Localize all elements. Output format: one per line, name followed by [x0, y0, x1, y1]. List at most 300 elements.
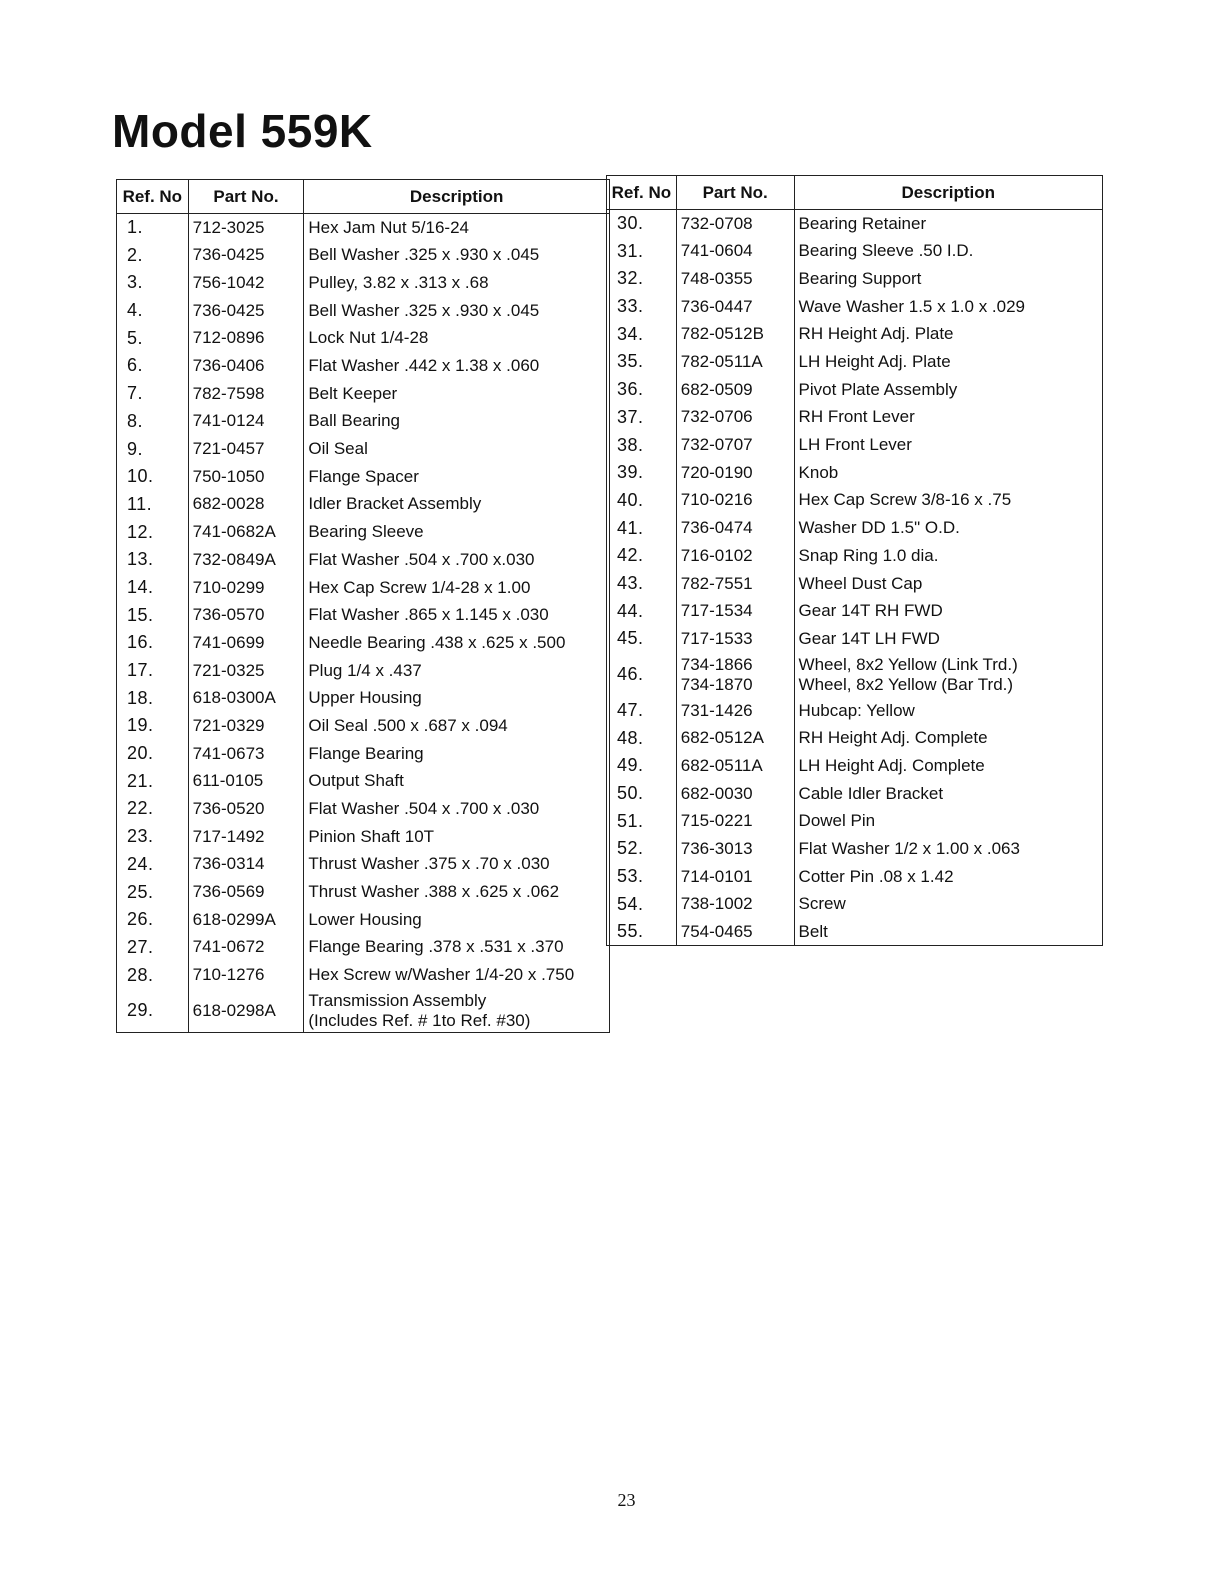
ref-no-cell: 39.: [607, 459, 677, 487]
description-cell: [304, 657, 610, 685]
part-no-cell: [188, 657, 304, 685]
part-no-cell: [676, 569, 794, 597]
part-no-cell: [188, 352, 304, 380]
table-row: [607, 293, 1103, 321]
description-text: Oil Seal: [308, 439, 368, 459]
ref-no-cell: 50.: [607, 780, 677, 808]
part-no-cell: [188, 712, 304, 740]
ref-no-cell: 20.: [117, 740, 189, 768]
ref-no-cell: 52.: [607, 835, 677, 863]
part-no-text: 710-0216: [680, 490, 753, 510]
description-cell: [794, 210, 1102, 238]
ref-no-cell: 37.: [607, 403, 677, 431]
part-no-text: 618-0299A: [192, 909, 276, 929]
part-no-text: 741-0604: [680, 241, 753, 261]
description-cell: [794, 293, 1102, 321]
part-no-text: 712-0896: [192, 328, 265, 348]
description-text: Wheel Dust Cap: [798, 573, 923, 593]
part-no-cell: [188, 906, 304, 934]
part-no-text: 732-0707: [680, 435, 753, 455]
description-text: Flat Washer .504 x .700 x .030: [308, 799, 540, 818]
description-text: Lock Nut 1/4-28: [308, 328, 429, 348]
table-row: [117, 435, 610, 463]
ref-no-cell: 53.: [607, 863, 677, 891]
ref-no-cell: 48.: [607, 724, 677, 752]
part-no-cell: [188, 490, 304, 518]
table-row: [117, 546, 610, 574]
part-no-cell: [188, 297, 304, 325]
part-no-text: 736-0569: [192, 882, 265, 902]
table-row: [117, 823, 610, 851]
ref-no-header: Ref. No: [607, 176, 677, 210]
part-no-cell: [676, 724, 794, 752]
part-no-cell: [676, 807, 794, 835]
table-row: [117, 518, 610, 546]
ref-no-cell: 36.: [607, 376, 677, 404]
ref-no-cell: 16.: [117, 629, 189, 657]
description-text: LH Front Lever: [798, 435, 912, 455]
description-cell: [794, 237, 1102, 265]
table-row: [607, 752, 1103, 780]
part-no-text: 720-0190: [680, 462, 753, 482]
table-header-row: [117, 180, 610, 214]
ref-no-cell: 33.: [607, 293, 677, 321]
ref-no-cell: 14.: [117, 573, 189, 601]
part-no-cell: [676, 486, 794, 514]
ref-no-cell: 25.: [117, 878, 189, 906]
table-row: [607, 320, 1103, 348]
part-no-cell: [188, 740, 304, 768]
part-no-cell: [188, 435, 304, 463]
table-row: [117, 241, 610, 269]
part-no-text: 721-0457: [192, 439, 265, 459]
part-no-cell: [676, 542, 794, 570]
description-cell: [794, 320, 1102, 348]
description-text: Flat Washer .442 x 1.38 x .060: [308, 356, 540, 375]
part-no-text: 756-1042: [192, 272, 265, 292]
part-no-text: 682-0509: [680, 379, 753, 399]
ref-no-cell: 49.: [607, 752, 677, 780]
part-no-text: 748-0355: [680, 268, 753, 288]
table-row: [607, 514, 1103, 542]
table-row: [117, 601, 610, 629]
part-no-text: 732-0849A: [192, 549, 276, 569]
description-cell: [304, 767, 610, 795]
part-no-cell: [188, 933, 304, 961]
part-no-cell: [188, 850, 304, 878]
ref-no-cell: 35.: [607, 348, 677, 376]
part-no-text: 736-0520: [192, 799, 265, 818]
part-no-cell: [188, 795, 304, 823]
part-no-cell: [676, 918, 794, 946]
description-cell: [304, 407, 610, 435]
ref-no-cell: 3.: [117, 269, 189, 297]
ref-no-cell: 28.: [117, 961, 189, 989]
part-no-cell: [188, 214, 304, 242]
description-text: Gear 14T LH FWD: [798, 628, 940, 648]
part-no-cell: [188, 573, 304, 601]
description-cell: [304, 546, 610, 574]
ref-no-cell: 18.: [117, 684, 189, 712]
ref-no-cell: 2.: [117, 241, 189, 269]
description-text: Bell Washer .325 x .930 x .045: [308, 300, 540, 320]
ref-no-cell: 13.: [117, 546, 189, 574]
description-text: Dowel Pin: [798, 811, 876, 831]
part-no-text: 736-0570: [192, 605, 265, 625]
part-no-cell: [188, 684, 304, 712]
part-no-cell: [188, 269, 304, 297]
description-cell: [304, 352, 610, 380]
description-cell: [304, 684, 610, 712]
part-no-cell: [676, 459, 794, 487]
table-row: [607, 210, 1103, 238]
part-no-text: 738-1002: [680, 894, 753, 914]
description-cell: [794, 569, 1102, 597]
part-no-header: Part No.: [188, 180, 304, 214]
description-text: Output Shaft: [308, 771, 404, 791]
description-text: LH Height Adj. Complete: [798, 755, 985, 775]
ref-no-cell: 40.: [607, 486, 677, 514]
description-text: Belt: [798, 921, 828, 941]
table-row: [117, 352, 610, 380]
table-row: [117, 297, 610, 325]
description-text: Snap Ring 1.0 dia.: [798, 545, 939, 565]
part-no-text: 715-0221: [680, 811, 753, 831]
table-row: [607, 724, 1103, 752]
part-no-cell: [676, 210, 794, 238]
description-cell: [304, 214, 610, 242]
description-cell: [794, 890, 1102, 918]
part-no-cell: [676, 863, 794, 891]
ref-no-cell: 21.: [117, 767, 189, 795]
description-text: Wheel, 8x2 Yellow (Link Trd.): [798, 654, 1018, 674]
description-cell: [304, 380, 610, 408]
part-no-cell: [676, 597, 794, 625]
description-text: Flange Bearing: [308, 743, 424, 763]
ref-no-cell: 9.: [117, 435, 189, 463]
part-no-text: 611-0105: [192, 771, 264, 791]
description-text: Flat Washer .865 x 1.145 x .030: [308, 605, 549, 625]
part-no-cell: [676, 348, 794, 376]
table-row: [607, 376, 1103, 404]
description-cell: [304, 490, 610, 518]
part-no-text: 712-3025: [192, 217, 265, 237]
description-cell: [304, 989, 610, 1033]
description-cell: [304, 629, 610, 657]
ref-no-cell: 4.: [117, 297, 189, 325]
part-no-text: 782-0511A: [680, 352, 763, 371]
part-no-text: 736-0474: [680, 518, 753, 538]
part-no-cell: [188, 961, 304, 989]
description-text: Upper Housing: [308, 688, 422, 708]
part-no-text: 710-0299: [192, 577, 265, 597]
description-cell: [794, 918, 1102, 946]
description-text: Needle Bearing .438 x .625 x .500: [308, 632, 566, 652]
description-text: Hex Cap Screw 3/8-16 x .75: [798, 490, 1012, 510]
description-text: RH Height Adj. Plate: [798, 324, 954, 344]
table-row: [607, 459, 1103, 487]
table-row: [607, 653, 1103, 697]
table-row: [607, 431, 1103, 459]
part-no-text: 717-1534: [680, 601, 753, 621]
description-text: Flat Washer 1/2 x 1.00 x .063: [798, 839, 1020, 858]
part-no-text: 721-0329: [192, 715, 265, 735]
table-row: [117, 684, 610, 712]
description-cell: [304, 269, 610, 297]
description-cell: [794, 265, 1102, 293]
part-no-text: 782-7551: [680, 573, 753, 593]
description-cell: [794, 597, 1102, 625]
part-no-cell: [188, 463, 304, 491]
description-text-alt: (Includes Ref. # 1to Ref. #30): [308, 1010, 531, 1030]
part-no-text: 721-0325: [192, 660, 265, 680]
description-text: Thrust Washer .375 x .70 x .030: [308, 854, 550, 874]
ref-no-cell: 29.: [117, 989, 189, 1033]
description-cell: [794, 348, 1102, 376]
part-no-cell: [188, 629, 304, 657]
description-text: Pinion Shaft 10T: [308, 826, 435, 846]
table-row: [607, 697, 1103, 725]
description-text-alt: Wheel, 8x2 Yellow (Bar Trd.): [798, 674, 1014, 694]
description-text: RH Height Adj. Complete: [798, 728, 988, 748]
part-no-text: 731-1426: [680, 700, 753, 720]
description-text: Idler Bracket Assembly: [308, 494, 482, 514]
description-cell: [304, 573, 610, 601]
ref-no-cell: 42.: [607, 542, 677, 570]
table-row: [117, 629, 610, 657]
description-cell: [304, 878, 610, 906]
description-cell: [304, 850, 610, 878]
part-no-cell: [188, 380, 304, 408]
description-cell: [794, 724, 1102, 752]
page-title: Model 559K: [112, 105, 373, 157]
part-no-text: 750-1050: [192, 466, 265, 486]
ref-no-cell: 54.: [607, 890, 677, 918]
part-no-text: 782-7598: [192, 383, 265, 403]
part-no-text: 736-0314: [192, 854, 265, 874]
ref-no-cell: 12.: [117, 518, 189, 546]
part-no-cell: [676, 890, 794, 918]
description-cell: [304, 297, 610, 325]
description-text: Transmission Assembly: [308, 990, 487, 1010]
table-row: [607, 835, 1103, 863]
table-row: [607, 542, 1103, 570]
table-row: [117, 767, 610, 795]
description-cell: [794, 459, 1102, 487]
part-no-cell: [188, 767, 304, 795]
table-row: [117, 878, 610, 906]
part-no-text: 736-0447: [680, 296, 753, 316]
description-cell: [794, 653, 1102, 697]
part-no-text: 732-0708: [680, 213, 753, 233]
table-row: [117, 407, 610, 435]
description-text: Screw: [798, 894, 846, 914]
table-row: [607, 780, 1103, 808]
description-header: Description: [794, 176, 1102, 210]
table-row: [117, 573, 610, 601]
part-no-cell: [676, 293, 794, 321]
part-no-text: 741-0682A: [192, 522, 276, 542]
part-no-text: 717-1492: [192, 826, 265, 846]
description-cell: [304, 712, 610, 740]
part-no-cell: [676, 625, 794, 653]
description-text: Plug 1/4 x .437: [308, 660, 422, 680]
part-no-text: 736-3013: [680, 839, 753, 858]
description-text: Thrust Washer .388 x .625 x .062: [308, 882, 560, 902]
part-no-text: 736-0425: [192, 300, 265, 320]
description-cell: [304, 463, 610, 491]
part-no-text: 618-0298A: [192, 1000, 276, 1020]
parts-table-left: [116, 179, 610, 1033]
table-row: [117, 324, 610, 352]
table-row: [117, 850, 610, 878]
part-no-text: 710-1276: [192, 965, 265, 985]
table-row: [607, 403, 1103, 431]
part-no-text: 741-0699: [192, 632, 265, 652]
part-no-cell: [676, 752, 794, 780]
description-text: Hex Screw w/Washer 1/4-20 x .750: [308, 965, 575, 985]
part-no-text: 682-0028: [192, 494, 265, 514]
description-text: Hex Cap Screw 1/4-28 x 1.00: [308, 577, 531, 597]
table-row: [607, 807, 1103, 835]
ref-no-cell: 31.: [607, 237, 677, 265]
part-no-text: 734-1866: [680, 654, 753, 674]
description-text: Lower Housing: [308, 909, 422, 929]
ref-no-cell: 55.: [607, 918, 677, 946]
page-number: 23: [617, 1490, 636, 1510]
part-no-cell: [676, 697, 794, 725]
description-cell: [304, 933, 610, 961]
description-cell: [304, 601, 610, 629]
part-no-cell: [676, 265, 794, 293]
description-text: Flange Bearing .378 x .531 x .370: [308, 937, 564, 957]
ref-no-cell: 8.: [117, 407, 189, 435]
part-no-cell: [676, 403, 794, 431]
description-text: Ball Bearing: [308, 411, 401, 431]
table-row: [117, 989, 610, 1033]
part-no-cell: [188, 546, 304, 574]
ref-no-header: Ref. No: [117, 180, 189, 214]
part-no-text: 732-0706: [680, 407, 753, 427]
description-text: Washer DD 1.5" O.D.: [798, 518, 960, 538]
description-cell: [794, 752, 1102, 780]
part-no-text: 754-0465: [680, 921, 753, 941]
part-no-cell: [676, 237, 794, 265]
part-no-cell: [676, 653, 794, 697]
description-text: Cable Idler Bracket: [798, 783, 944, 803]
description-cell: [304, 435, 610, 463]
part-no-cell: [676, 376, 794, 404]
part-no-cell: [676, 780, 794, 808]
part-no-text: 736-0425: [192, 245, 265, 265]
description-cell: [304, 324, 610, 352]
part-no-text: 741-0124: [192, 411, 265, 431]
table-row: [117, 712, 610, 740]
description-text: Hubcap: Yellow: [798, 700, 915, 720]
description-cell: [794, 376, 1102, 404]
description-cell: [794, 807, 1102, 835]
part-no-text: 741-0673: [192, 743, 265, 763]
part-no-text: 716-0102: [680, 545, 753, 565]
table-row: [117, 490, 610, 518]
description-cell: [304, 961, 610, 989]
ref-no-cell: 30.: [607, 210, 677, 238]
part-no-text: 741-0672: [192, 937, 265, 957]
table-row: [117, 933, 610, 961]
part-no-text: 717-1533: [680, 628, 753, 648]
table-row: [117, 463, 610, 491]
ref-no-cell: 45.: [607, 625, 677, 653]
ref-no-cell: 23.: [117, 823, 189, 851]
ref-no-cell: 22.: [117, 795, 189, 823]
ref-no-cell: 19.: [117, 712, 189, 740]
ref-no-cell: 7.: [117, 380, 189, 408]
ref-no-cell: 46.: [607, 653, 677, 697]
description-cell: [304, 906, 610, 934]
description-header: Description: [304, 180, 610, 214]
ref-no-cell: 11.: [117, 490, 189, 518]
description-cell: [794, 542, 1102, 570]
description-cell: [304, 518, 610, 546]
ref-no-cell: 6.: [117, 352, 189, 380]
description-cell: [794, 835, 1102, 863]
description-text: Wave Washer 1.5 x 1.0 x .029: [798, 296, 1026, 316]
parts-table-right: [606, 175, 1103, 946]
part-no-text: 618-0300A: [192, 688, 276, 708]
part-no-cell: [676, 835, 794, 863]
part-no-text: 682-0512A: [680, 728, 764, 748]
description-text: RH Front Lever: [798, 407, 915, 427]
part-no-cell: [188, 324, 304, 352]
ref-no-cell: 41.: [607, 514, 677, 542]
description-text: Cotter Pin .08 x 1.42: [798, 866, 954, 886]
part-no-cell: [188, 823, 304, 851]
table-row: [607, 569, 1103, 597]
part-no-text: 682-0511A: [680, 755, 763, 775]
part-no-cell: [188, 878, 304, 906]
description-cell: [304, 740, 610, 768]
part-no-cell: [188, 407, 304, 435]
ref-no-cell: 38.: [607, 431, 677, 459]
description-text: Belt Keeper: [308, 383, 398, 403]
table-row: [117, 380, 610, 408]
ref-no-cell: 47.: [607, 697, 677, 725]
table-row: [117, 269, 610, 297]
table-row: [607, 265, 1103, 293]
description-text: Gear 14T RH FWD: [798, 601, 943, 621]
table-row: [607, 625, 1103, 653]
description-cell: [794, 403, 1102, 431]
description-cell: [304, 823, 610, 851]
part-no-cell: [676, 514, 794, 542]
table-row: [607, 486, 1103, 514]
table-row: [117, 214, 610, 242]
table-row: [117, 657, 610, 685]
ref-no-cell: 43.: [607, 569, 677, 597]
description-text: LH Height Adj. Plate: [798, 352, 951, 371]
ref-no-cell: 32.: [607, 265, 677, 293]
description-text: Bell Washer .325 x .930 x .045: [308, 245, 540, 265]
description-text: Knob: [798, 462, 839, 482]
description-cell: [794, 780, 1102, 808]
description-cell: [794, 625, 1102, 653]
part-no-cell: [188, 518, 304, 546]
description-text: Flange Spacer: [308, 466, 419, 486]
description-cell: [794, 514, 1102, 542]
part-no-cell: [188, 241, 304, 269]
ref-no-cell: 5.: [117, 324, 189, 352]
description-cell: [304, 241, 610, 269]
